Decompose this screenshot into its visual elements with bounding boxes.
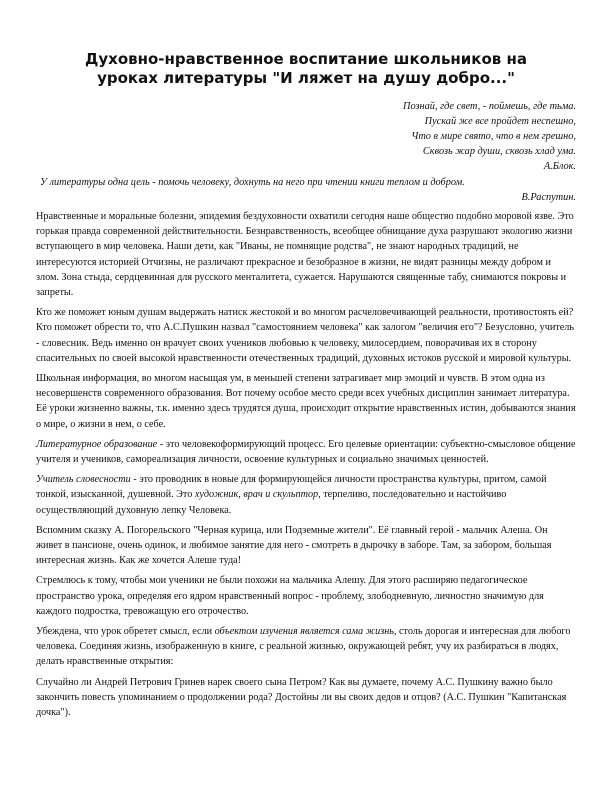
paragraph: Кто же поможет юным душам выдержать натиск жестокой и во многом расчеловечивающей реальности, противостоять ей? Кто поможет обрести то, что А.С.Пушкин назвал "самостоянием человека" как залогом "величия его"? Безусловно, учитель - словесник. Ведь именно он врачует своих учеников любовью к человеку, милосердием, поворачивая их в сторону спасительных по своей высокой нравственности отечественных традиций, духовных истоков русской и мировой культуры.: [36, 307, 574, 364]
paragraph: Вспомним сказку А. Погорельского "Черная курица, или Подземные жители". Её главный герой - мальчик Алеша. Он живет в пансионе, очень одинок, и любимое занятие для него - смотреть в дырочку в заборе. Там, за забором, большая интересная жизнь. Как же хочется Алеше туда!: [36, 524, 552, 567]
term-teacher: Учитель словесности: [36, 474, 131, 486]
paragraph: [36, 437, 576, 467]
motto-author: В.Распутин.: [521, 192, 576, 203]
title-line-2: уроках литературы "И ляжет на душу добро...": [97, 69, 515, 87]
epigraph-line: Что в мире свято, что в нем грешно,: [411, 131, 576, 142]
epigraph-line: Пускай же все пройдет неспешно,: [424, 116, 576, 127]
paragraph: [36, 472, 576, 518]
motto-text: У литературы одна цель - помочь человеку, дохнуть на него при чтении книги теплом и добром.: [40, 177, 465, 188]
paragraph: Случайно ли Андрей Петрович Гринев нарек своего сына Петром? Как вы думаете, почему А.С. Пушкину важно было закончить повесть упоминанием о продолжении рода? Достойны ли вы своих дедов и отцов? (А.С. Пушкин "Капитанская дочка").: [36, 676, 567, 719]
paragraph-text: - это человекоформирующий процесс. Его целевые ориентации: субъектно-смысловое общение учителя и учеников, самореализация личности, освоение культурных и социально значимых ценностей.: [36, 438, 576, 466]
emphasis-text: художник, врач и скульптор: [194, 489, 319, 501]
emphasis-text: объектом изучения является сама жизнь: [214, 626, 394, 638]
paragraph-text: , столь дорогая и интересная для любого человека. Соединяя жизнь, изображенную в книге, с реальной жизнью, окружающей ребят, учу их разбираться в людях, делать нравственные открытия:: [36, 626, 571, 668]
epigraph-line: Сквозь жар души, сквозь хлад ума.: [422, 146, 576, 157]
paragraph: Нравственные и моральные болезни, эпидемия бездуховности охватили сегодня наше общество подобно моровой язве. Это горькая правда современной действительности. Безнравственность, всеобщее обнищание духа разрушают экологию жизни вступающего в мир человека. Наши дети, как "Иваны, не помнящие родства", не знают народных традиций, не интересуются историей Отчизны, не различают прекрасное и безобразное в жизни, не видят разницы между добром и злом. Зона стыда, сердцевинная для русского менталитета, сужается. Нарушаются священные табу, снимаются покровы и запреты.: [36, 211, 574, 299]
paragraph-text: Убеждена, что урок обретет смысл, если: [36, 626, 215, 638]
title-line-1: Духовно-нравственное воспитание школьников на: [85, 50, 527, 68]
motto: [40, 175, 576, 205]
term-literary-education: Литературное образование: [36, 438, 158, 450]
paragraph: Школьная информация, во многом насыщая ум, в меньшей степени затрагивает мир эмоций и чувств. В этом одна из несовершенств современного образования. Вот почему особое место среди всех учебных дисциплин занимает литература. Её уроки жизненно важны, т.к. именно здесь трудятся душа, происходит открытие нравственных истин, добываются знания о мире, о жизни в нем, о себе.: [36, 373, 576, 430]
paragraph-text: - это проводник в новые для формирующейся личности пространства культуры, притом, самой тонкой, изысканной, душевной. Это: [36, 474, 547, 501]
paragraph: Стремлюсь к тому, чтобы мои ученики не были похожи на мальчика Алешу. Для этого расширяю педагогическое пространство урока, определяя его ядром нравственный вопрос - проблему, злободневную, личностно значимую для каждого подростка, тревожащую его отрочество.: [36, 575, 544, 617]
body-text: [36, 209, 576, 725]
page-title: [40, 50, 572, 88]
epigraph-line: Познай, где свет, - поймешь, где тьма.: [403, 101, 576, 112]
paragraph: [36, 624, 576, 670]
epigraph-author: А.Блок.: [543, 161, 576, 172]
paragraph-text: , терпеливо, последовательно и настойчиво осуществляющий духовную лепку Человека.: [36, 489, 507, 516]
epigraph: [276, 99, 576, 174]
